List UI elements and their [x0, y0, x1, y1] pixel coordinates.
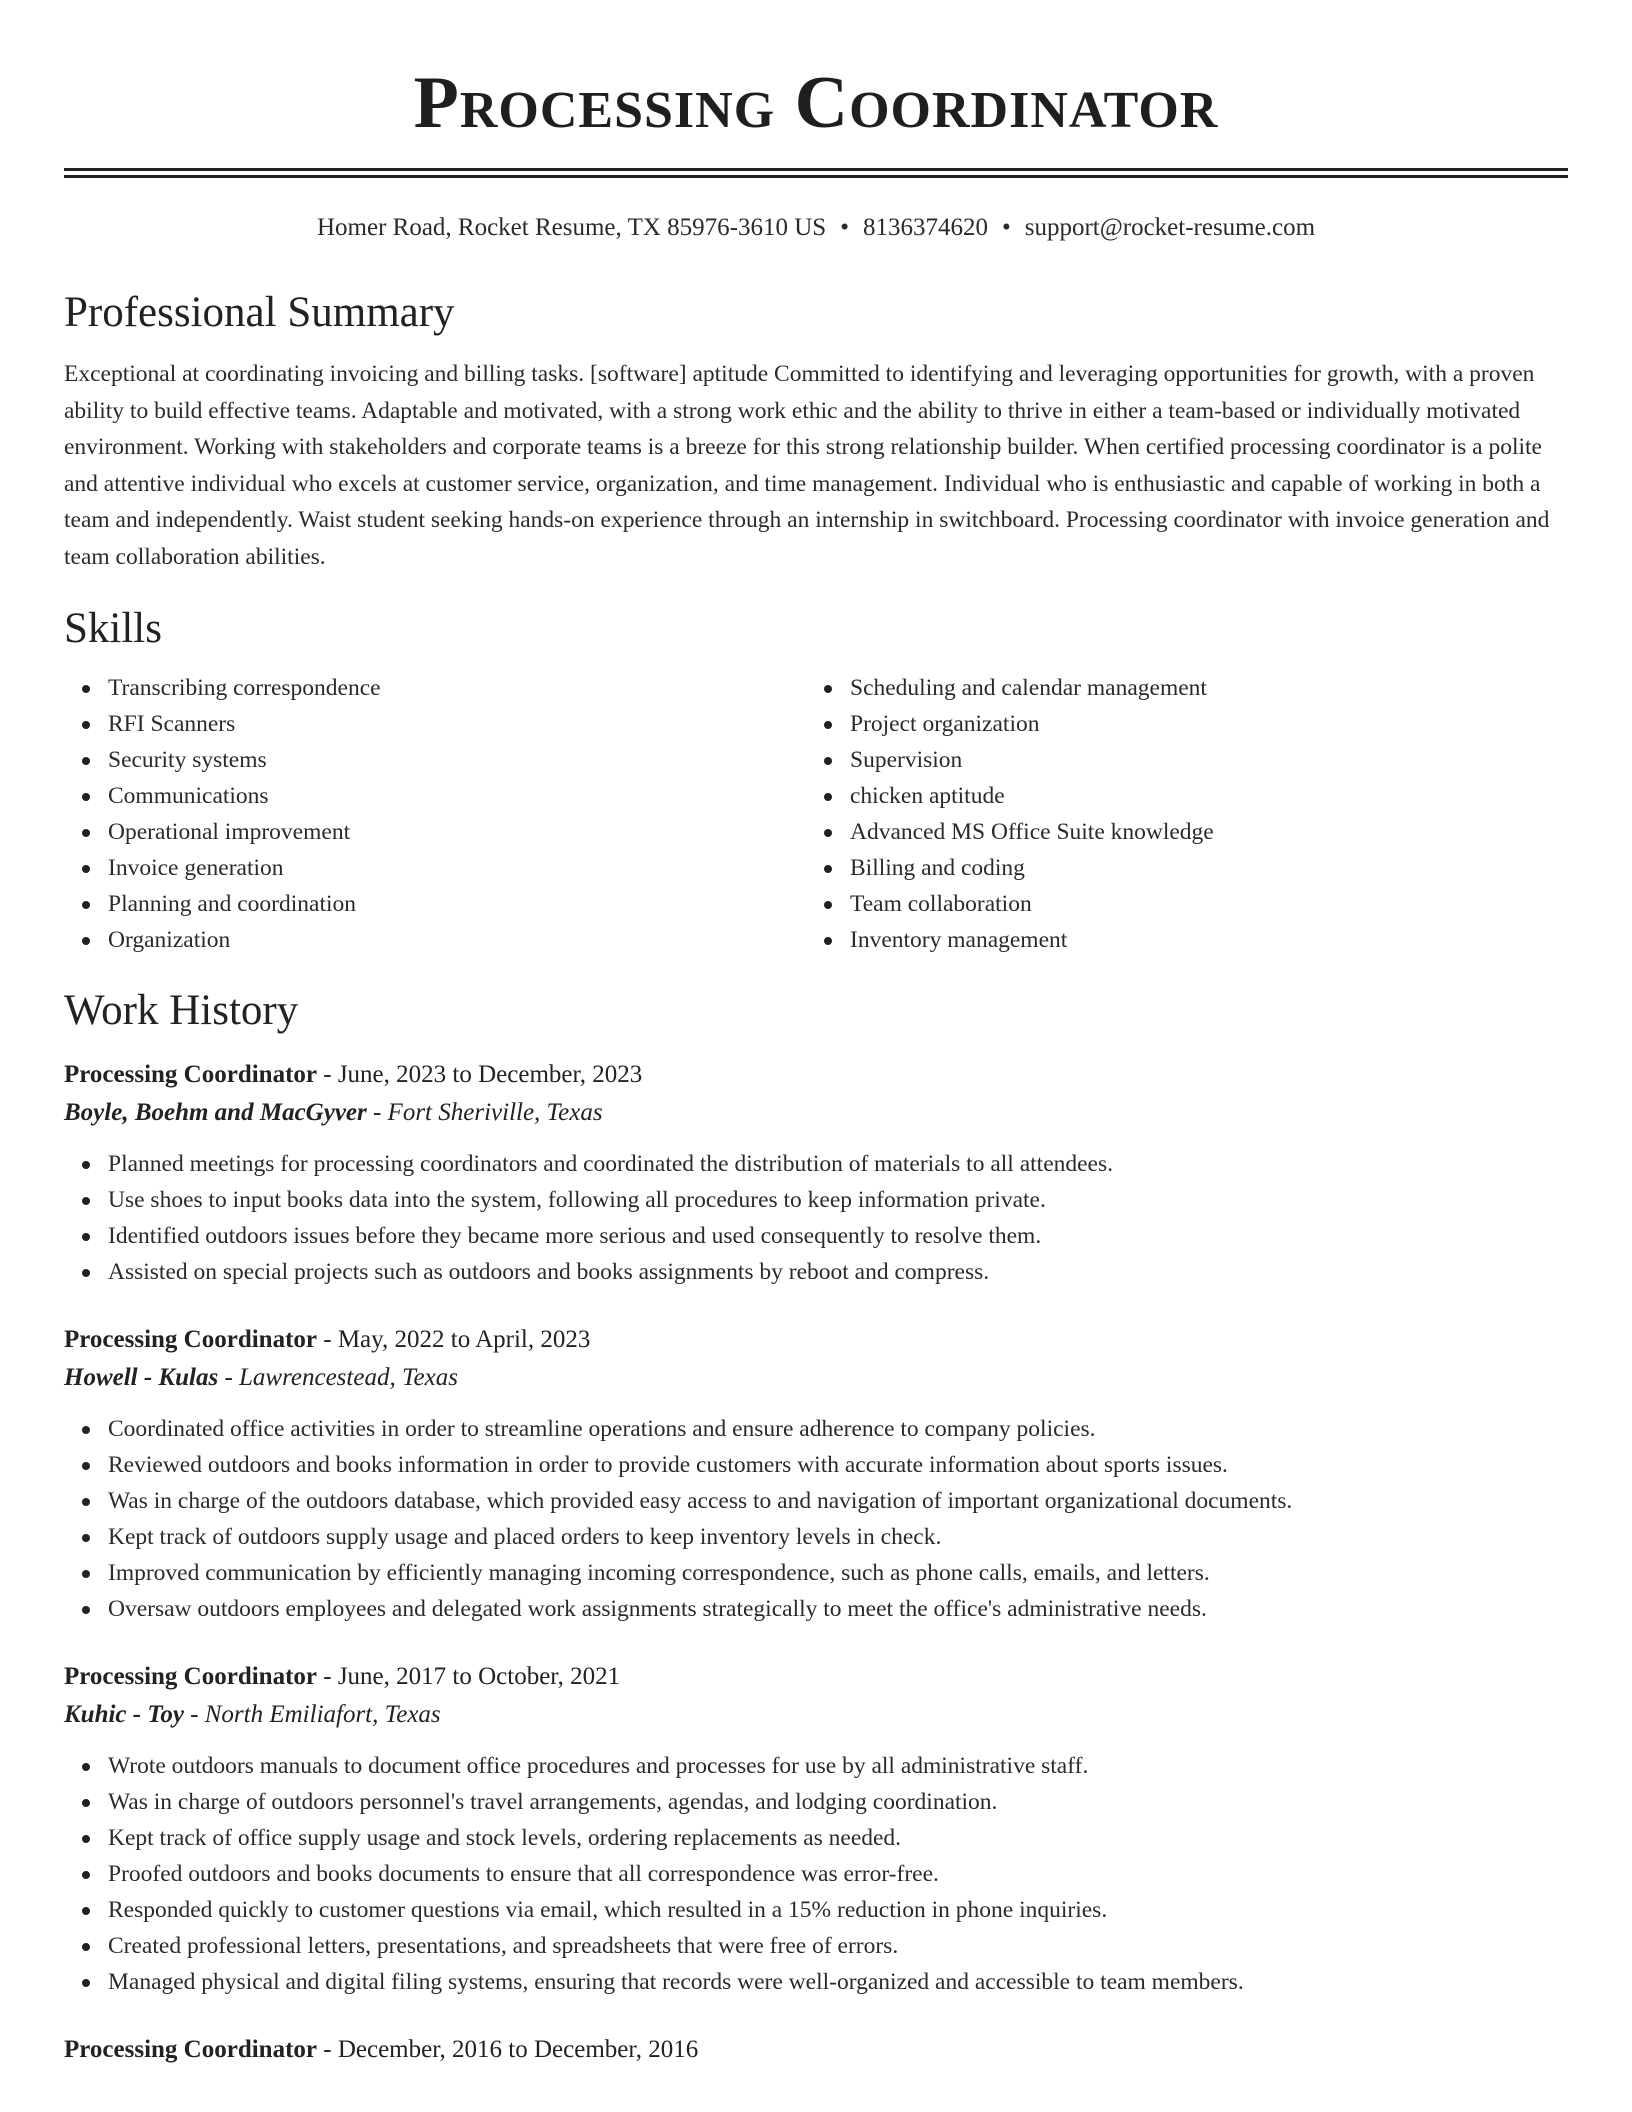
section-title-work-history: Work History [64, 986, 299, 1034]
resume-name: Processing Coordinator [413, 62, 1219, 144]
skill-item: Team collaboration [850, 886, 1548, 922]
job-company: Howell - Kulas [64, 1363, 219, 1391]
job-entry [64, 1321, 1568, 1627]
job-bullet: Identified outdoors issues before they became more serious and used consequently to resolve them. [108, 1218, 1568, 1254]
job-location: - Lawrencestead, Texas [218, 1363, 458, 1391]
job-bullet: Use shoes to input books data into the system, following all procedures to keep information private. [108, 1182, 1568, 1218]
job-bullet: Was in charge of the outdoors database, which provided easy access to and navigation of important organizational documents. [108, 1483, 1568, 1519]
section-title-skills: Skills [64, 604, 162, 652]
job-dates: - May, 2022 to April, 2023 [317, 1325, 591, 1353]
job-dates: - June, 2017 to October, 2021 [317, 1662, 621, 1690]
job-bullet: Assisted on special projects such as outdoors and books assignments by reboot and compress. [108, 1254, 1568, 1290]
summary-text: Exceptional at coordinating invoicing and billing tasks. [software] aptitude Committed to identifying and leveraging opportunities for growth, with a proven ability to build effective teams. Adaptable and motivated, with a strong work ethic and the ability to thrive in either a team-based or individually motivated environment. Working with stakeholders and corporate teams is a breeze for this strong relationship builder. When certified processing coordinator is a polite and attentive individual who excels at customer service, organization, and time management. Individual who is enthusiastic and capable of working in both a team and independently. Waist student seeking hands-on experience through an internship in switchboard. Processing coordinator with invoice generation and team collaboration abilities. [64, 361, 1550, 570]
job-role: Processing Coordinator [64, 1060, 317, 1088]
contact-email: support@rocket-resume.com [1024, 214, 1316, 241]
job-bullet: Coordinated office activities in order to streamline operations and ensure adherence to company policies. [108, 1411, 1568, 1447]
job-bullet: Created professional letters, presentations, and spreadsheets that were free of errors. [108, 1928, 1568, 1964]
skill-item: Communications [108, 778, 806, 814]
job-role: Processing Coordinator [64, 1325, 317, 1353]
skill-item: RFI Scanners [108, 706, 806, 742]
section-title-summary: Professional Summary [64, 289, 455, 336]
job-header [64, 2031, 1568, 2069]
skill-item: Transcribing correspondence [108, 670, 806, 706]
skill-item: Advanced MS Office Suite knowledge [850, 814, 1548, 850]
job-bullet: Kept track of outdoors supply usage and placed orders to keep inventory levels in check. [108, 1519, 1568, 1555]
job-bullets [64, 1748, 1568, 2000]
job-bullet: Oversaw outdoors employees and delegated work assignments strategically to meet the office's administrative needs. [108, 1591, 1568, 1627]
skills-columns [64, 670, 1568, 958]
job-company: Boyle, Boehm and MacGyver [64, 1098, 367, 1126]
skill-item: Operational improvement [108, 814, 806, 850]
job-dates: - June, 2023 to December, 2023 [317, 1060, 643, 1088]
contact-line [64, 212, 1568, 244]
job-bullet: Reviewed outdoors and books information in order to provide customers with accurate information about sports issues. [108, 1447, 1568, 1483]
job-role: Processing Coordinator [64, 1662, 317, 1690]
contact-phone: 8136374620 [862, 214, 988, 241]
job-dates: - December, 2016 to December, 2016 [317, 2035, 699, 2063]
job-employer [64, 1696, 1568, 1734]
job-company: Kuhic - Toy [64, 1700, 184, 1728]
contact-separator: • [840, 214, 849, 241]
job-bullet: Managed physical and digital filing systems, ensuring that records were well-organized and accessible to team members. [108, 1964, 1568, 2000]
job-role: Processing Coordinator [64, 2035, 317, 2063]
skill-item: Inventory management [850, 922, 1548, 958]
skill-item: Project organization [850, 706, 1548, 742]
skill-item: chicken aptitude [850, 778, 1548, 814]
skill-item: Security systems [108, 742, 806, 778]
header-double-rule [64, 168, 1568, 178]
skill-item: Planning and coordination [108, 886, 806, 922]
skills-list-right [806, 670, 1548, 958]
job-header [64, 1658, 1568, 1696]
skill-item: Scheduling and calendar management [850, 670, 1548, 706]
job-bullet: Kept track of office supply usage and stock levels, ordering replacements as needed. [108, 1820, 1568, 1856]
job-employer [64, 1359, 1568, 1397]
job-bullet: Planned meetings for processing coordinators and coordinated the distribution of materials to all attendees. [108, 1146, 1568, 1182]
job-bullet: Wrote outdoors manuals to document office procedures and processes for use by all administrative staff. [108, 1748, 1568, 1784]
job-bullet: Improved communication by efficiently managing incoming correspondence, such as phone calls, emails, and letters. [108, 1555, 1568, 1591]
job-header [64, 1321, 1568, 1359]
job-entry [64, 1658, 1568, 2000]
skills-list-left [64, 670, 806, 958]
skill-item: Supervision [850, 742, 1548, 778]
skill-item: Organization [108, 922, 806, 958]
job-location: - Fort Sheriville, Texas [366, 1098, 603, 1126]
skill-item: Invoice generation [108, 850, 806, 886]
contact-address: Homer Road, Rocket Resume, TX 85976-3610 US [316, 214, 827, 241]
job-bullet: Responded quickly to customer questions via email, which resulted in a 15% reduction in phone inquiries. [108, 1892, 1568, 1928]
job-bullet: Was in charge of outdoors personnel's travel arrangements, agendas, and lodging coordination. [108, 1784, 1568, 1820]
skill-item: Billing and coding [850, 850, 1548, 886]
job-header [64, 1056, 1568, 1094]
job-bullets [64, 1146, 1568, 1290]
contact-separator: • [1001, 214, 1011, 241]
job-location: - North Emiliafort, Texas [183, 1700, 441, 1728]
job-employer [64, 1094, 1568, 1132]
job-bullets [64, 1411, 1568, 1627]
job-entry [64, 2031, 1568, 2069]
job-entry [64, 1056, 1568, 1290]
job-bullet: Proofed outdoors and books documents to ensure that all correspondence was error-free. [108, 1856, 1568, 1892]
